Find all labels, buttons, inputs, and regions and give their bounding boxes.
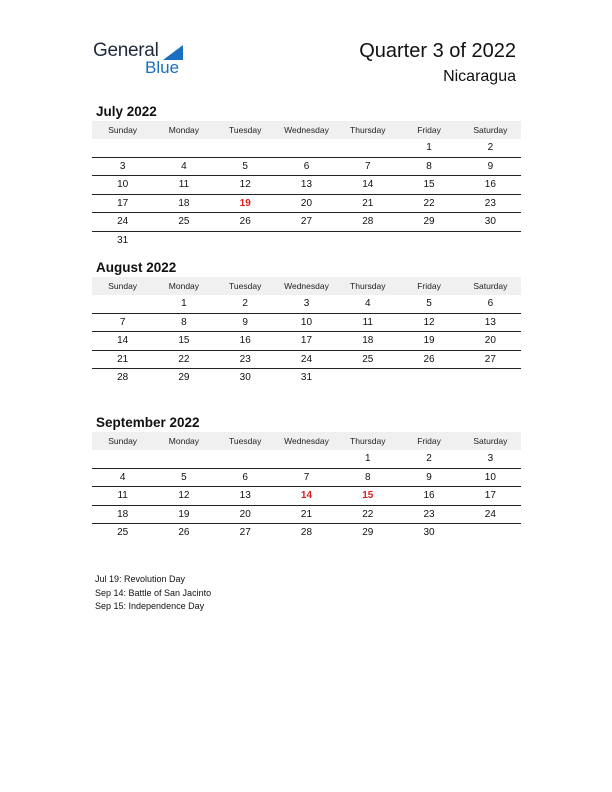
day-cell: 17 bbox=[276, 332, 337, 351]
weekday-header: Thursday bbox=[337, 121, 398, 139]
week-row bbox=[92, 450, 521, 468]
day-cell bbox=[276, 139, 337, 157]
day-cell: 12 bbox=[398, 313, 459, 332]
day-cell: 31 bbox=[300, 372, 313, 384]
holiday-note: Sep 14: Battle of San Jacinto bbox=[95, 587, 212, 598]
week-row bbox=[92, 194, 521, 213]
day-cell bbox=[215, 450, 276, 468]
month-title: September 2022 bbox=[96, 415, 200, 430]
day-cell: 22 bbox=[153, 350, 214, 369]
holiday-note: Sep 15: Independence Day bbox=[95, 601, 205, 611]
week-row bbox=[92, 524, 521, 542]
day-cell: 9 bbox=[460, 157, 521, 176]
day-cell: 29 bbox=[362, 527, 374, 539]
day-cell: 13 bbox=[276, 176, 337, 195]
day-cell: 15 bbox=[398, 176, 459, 195]
day-cell: 28 bbox=[117, 372, 129, 384]
weekday-header: Saturday bbox=[460, 121, 521, 139]
calendar-table bbox=[92, 121, 521, 249]
month-july bbox=[92, 102, 521, 249]
holiday-notes bbox=[95, 573, 211, 614]
day-cell: 26 bbox=[398, 350, 459, 369]
day-cell: 7 bbox=[92, 313, 153, 332]
day-cell: 27 bbox=[460, 350, 521, 369]
day-cell: 19 bbox=[153, 505, 214, 524]
day-cell: 28 bbox=[337, 213, 398, 232]
day-cell: 8 bbox=[153, 313, 214, 332]
weekday-header: Sunday bbox=[92, 277, 153, 295]
weekday-header: Monday bbox=[153, 277, 214, 295]
week-row bbox=[92, 505, 521, 524]
weekday-header: Monday bbox=[153, 432, 214, 450]
day-cell bbox=[92, 139, 153, 157]
day-cell bbox=[92, 450, 153, 468]
day-cell: 16 bbox=[215, 332, 276, 351]
day-cell: 15 bbox=[153, 332, 214, 351]
day-cell bbox=[276, 450, 337, 468]
day-cell: 1 bbox=[153, 295, 214, 313]
weekday-header: Thursday bbox=[337, 432, 398, 450]
day-cell bbox=[398, 231, 459, 249]
day-cell: 10 bbox=[460, 468, 521, 487]
weekday-header: Tuesday bbox=[215, 121, 276, 139]
day-cell: 18 bbox=[337, 332, 398, 351]
day-cell: 16 bbox=[398, 487, 459, 506]
weekday-header: Wednesday bbox=[276, 432, 337, 450]
day-cell: 21 bbox=[92, 350, 153, 369]
day-cell: 14 bbox=[337, 176, 398, 195]
day-cell: 5 bbox=[215, 157, 276, 176]
calendar-table bbox=[92, 432, 521, 542]
week-row bbox=[92, 350, 521, 369]
weekday-header: Friday bbox=[398, 432, 459, 450]
week-row bbox=[92, 176, 521, 195]
day-cell: 17 bbox=[460, 487, 521, 506]
weekday-header: Saturday bbox=[460, 432, 521, 450]
day-cell: 9 bbox=[215, 313, 276, 332]
day-cell: 1 bbox=[337, 450, 398, 468]
day-cell: 11 bbox=[153, 176, 214, 195]
weekday-header: Sunday bbox=[92, 121, 153, 139]
day-cell: 27 bbox=[276, 213, 337, 232]
week-row bbox=[92, 369, 521, 387]
day-cell: 7 bbox=[276, 468, 337, 487]
weekday-header: Friday bbox=[398, 121, 459, 139]
day-cell: 16 bbox=[460, 176, 521, 195]
day-cell: 25 bbox=[117, 527, 129, 539]
day-cell bbox=[92, 295, 153, 313]
holiday-note: Jul 19: Revolution Day bbox=[95, 574, 186, 584]
day-cell: 12 bbox=[215, 176, 276, 195]
day-cell: 18 bbox=[153, 194, 214, 213]
day-cell: 5 bbox=[153, 468, 214, 487]
day-cell: 22 bbox=[337, 505, 398, 524]
month-august bbox=[92, 258, 521, 387]
day-cell: 2 bbox=[460, 139, 521, 157]
day-cell: 8 bbox=[398, 157, 459, 176]
day-cell: 3 bbox=[92, 157, 153, 176]
day-cell: 19 bbox=[215, 194, 276, 213]
week-row bbox=[92, 487, 521, 506]
week-row bbox=[92, 313, 521, 332]
day-cell: 12 bbox=[153, 487, 214, 506]
day-cell: 23 bbox=[460, 194, 521, 213]
day-cell: 11 bbox=[337, 313, 398, 332]
day-cell: 6 bbox=[276, 157, 337, 176]
generalblue-logo bbox=[93, 40, 203, 78]
day-cell: 23 bbox=[398, 505, 459, 524]
day-cell: 3 bbox=[276, 295, 337, 313]
day-cell bbox=[460, 369, 521, 387]
weekday-header: Tuesday bbox=[215, 432, 276, 450]
day-cell: 7 bbox=[337, 157, 398, 176]
weekday-header: Tuesday bbox=[215, 277, 276, 295]
day-cell: 25 bbox=[337, 350, 398, 369]
day-cell: 24 bbox=[276, 350, 337, 369]
day-cell bbox=[460, 231, 521, 249]
day-cell: 1 bbox=[398, 139, 459, 157]
week-row bbox=[92, 157, 521, 176]
day-cell: 21 bbox=[276, 505, 337, 524]
day-cell: 14 bbox=[276, 487, 337, 506]
weekday-header: Saturday bbox=[460, 277, 521, 295]
day-cell: 4 bbox=[153, 157, 214, 176]
day-cell: 10 bbox=[92, 176, 153, 195]
week-row bbox=[92, 468, 521, 487]
day-cell: 28 bbox=[300, 527, 313, 539]
day-cell: 27 bbox=[239, 527, 251, 539]
day-cell: 14 bbox=[92, 332, 153, 351]
weekday-header: Wednesday bbox=[276, 277, 337, 295]
day-cell bbox=[398, 369, 459, 387]
week-row bbox=[92, 139, 521, 157]
day-cell: 13 bbox=[460, 313, 521, 332]
day-cell: 17 bbox=[92, 194, 153, 213]
day-cell: 2 bbox=[215, 295, 276, 313]
day-cell: 11 bbox=[92, 487, 153, 506]
logo-word-blue: Blue bbox=[145, 58, 180, 77]
calendar-table bbox=[92, 277, 521, 387]
weekday-header: Thursday bbox=[337, 277, 398, 295]
day-cell bbox=[153, 450, 214, 468]
day-cell: 29 bbox=[398, 213, 459, 232]
day-cell: 26 bbox=[215, 213, 276, 232]
country-name: Nicaragua bbox=[443, 68, 516, 85]
day-cell: 29 bbox=[178, 372, 190, 384]
day-cell: 5 bbox=[398, 295, 459, 313]
week-row bbox=[92, 231, 521, 249]
day-cell: 31 bbox=[117, 234, 129, 246]
day-cell bbox=[337, 231, 398, 249]
weekday-header: Sunday bbox=[92, 432, 153, 450]
day-cell: 26 bbox=[178, 527, 190, 539]
day-cell: 4 bbox=[92, 468, 153, 487]
day-cell: 20 bbox=[276, 194, 337, 213]
weekday-header: Wednesday bbox=[276, 121, 337, 139]
week-row bbox=[92, 332, 521, 351]
day-cell: 8 bbox=[337, 468, 398, 487]
day-cell: 10 bbox=[276, 313, 337, 332]
page-title: Quarter 3 of 2022 bbox=[359, 40, 516, 62]
day-cell bbox=[153, 231, 214, 249]
day-cell: 4 bbox=[337, 295, 398, 313]
logo-word-general: General bbox=[93, 40, 159, 61]
day-cell bbox=[215, 231, 276, 249]
week-row bbox=[92, 213, 521, 232]
month-title: July 2022 bbox=[96, 104, 157, 119]
day-cell bbox=[337, 139, 398, 157]
day-cell bbox=[153, 139, 214, 157]
day-cell: 18 bbox=[92, 505, 153, 524]
day-cell: 13 bbox=[215, 487, 276, 506]
month-september bbox=[92, 413, 521, 542]
day-cell bbox=[460, 524, 521, 542]
day-cell bbox=[276, 231, 337, 249]
day-cell bbox=[337, 369, 398, 387]
day-cell: 24 bbox=[460, 505, 521, 524]
day-cell: 6 bbox=[460, 295, 521, 313]
day-cell: 19 bbox=[398, 332, 459, 351]
day-cell: 30 bbox=[239, 372, 251, 384]
day-cell: 9 bbox=[398, 468, 459, 487]
day-cell bbox=[215, 139, 276, 157]
day-cell: 23 bbox=[215, 350, 276, 369]
day-cell: 22 bbox=[398, 194, 459, 213]
day-cell: 24 bbox=[92, 213, 153, 232]
day-cell: 15 bbox=[337, 487, 398, 506]
month-title: August 2022 bbox=[96, 260, 177, 275]
day-cell: 20 bbox=[460, 332, 521, 351]
day-cell: 3 bbox=[460, 450, 521, 468]
day-cell: 20 bbox=[215, 505, 276, 524]
day-cell: 21 bbox=[337, 194, 398, 213]
day-cell: 30 bbox=[460, 213, 521, 232]
day-cell: 6 bbox=[215, 468, 276, 487]
weekday-header: Friday bbox=[398, 277, 459, 295]
weekday-header: Monday bbox=[153, 121, 214, 139]
day-cell: 30 bbox=[423, 527, 435, 539]
day-cell: 2 bbox=[398, 450, 459, 468]
day-cell: 25 bbox=[153, 213, 214, 232]
week-row bbox=[92, 295, 521, 313]
